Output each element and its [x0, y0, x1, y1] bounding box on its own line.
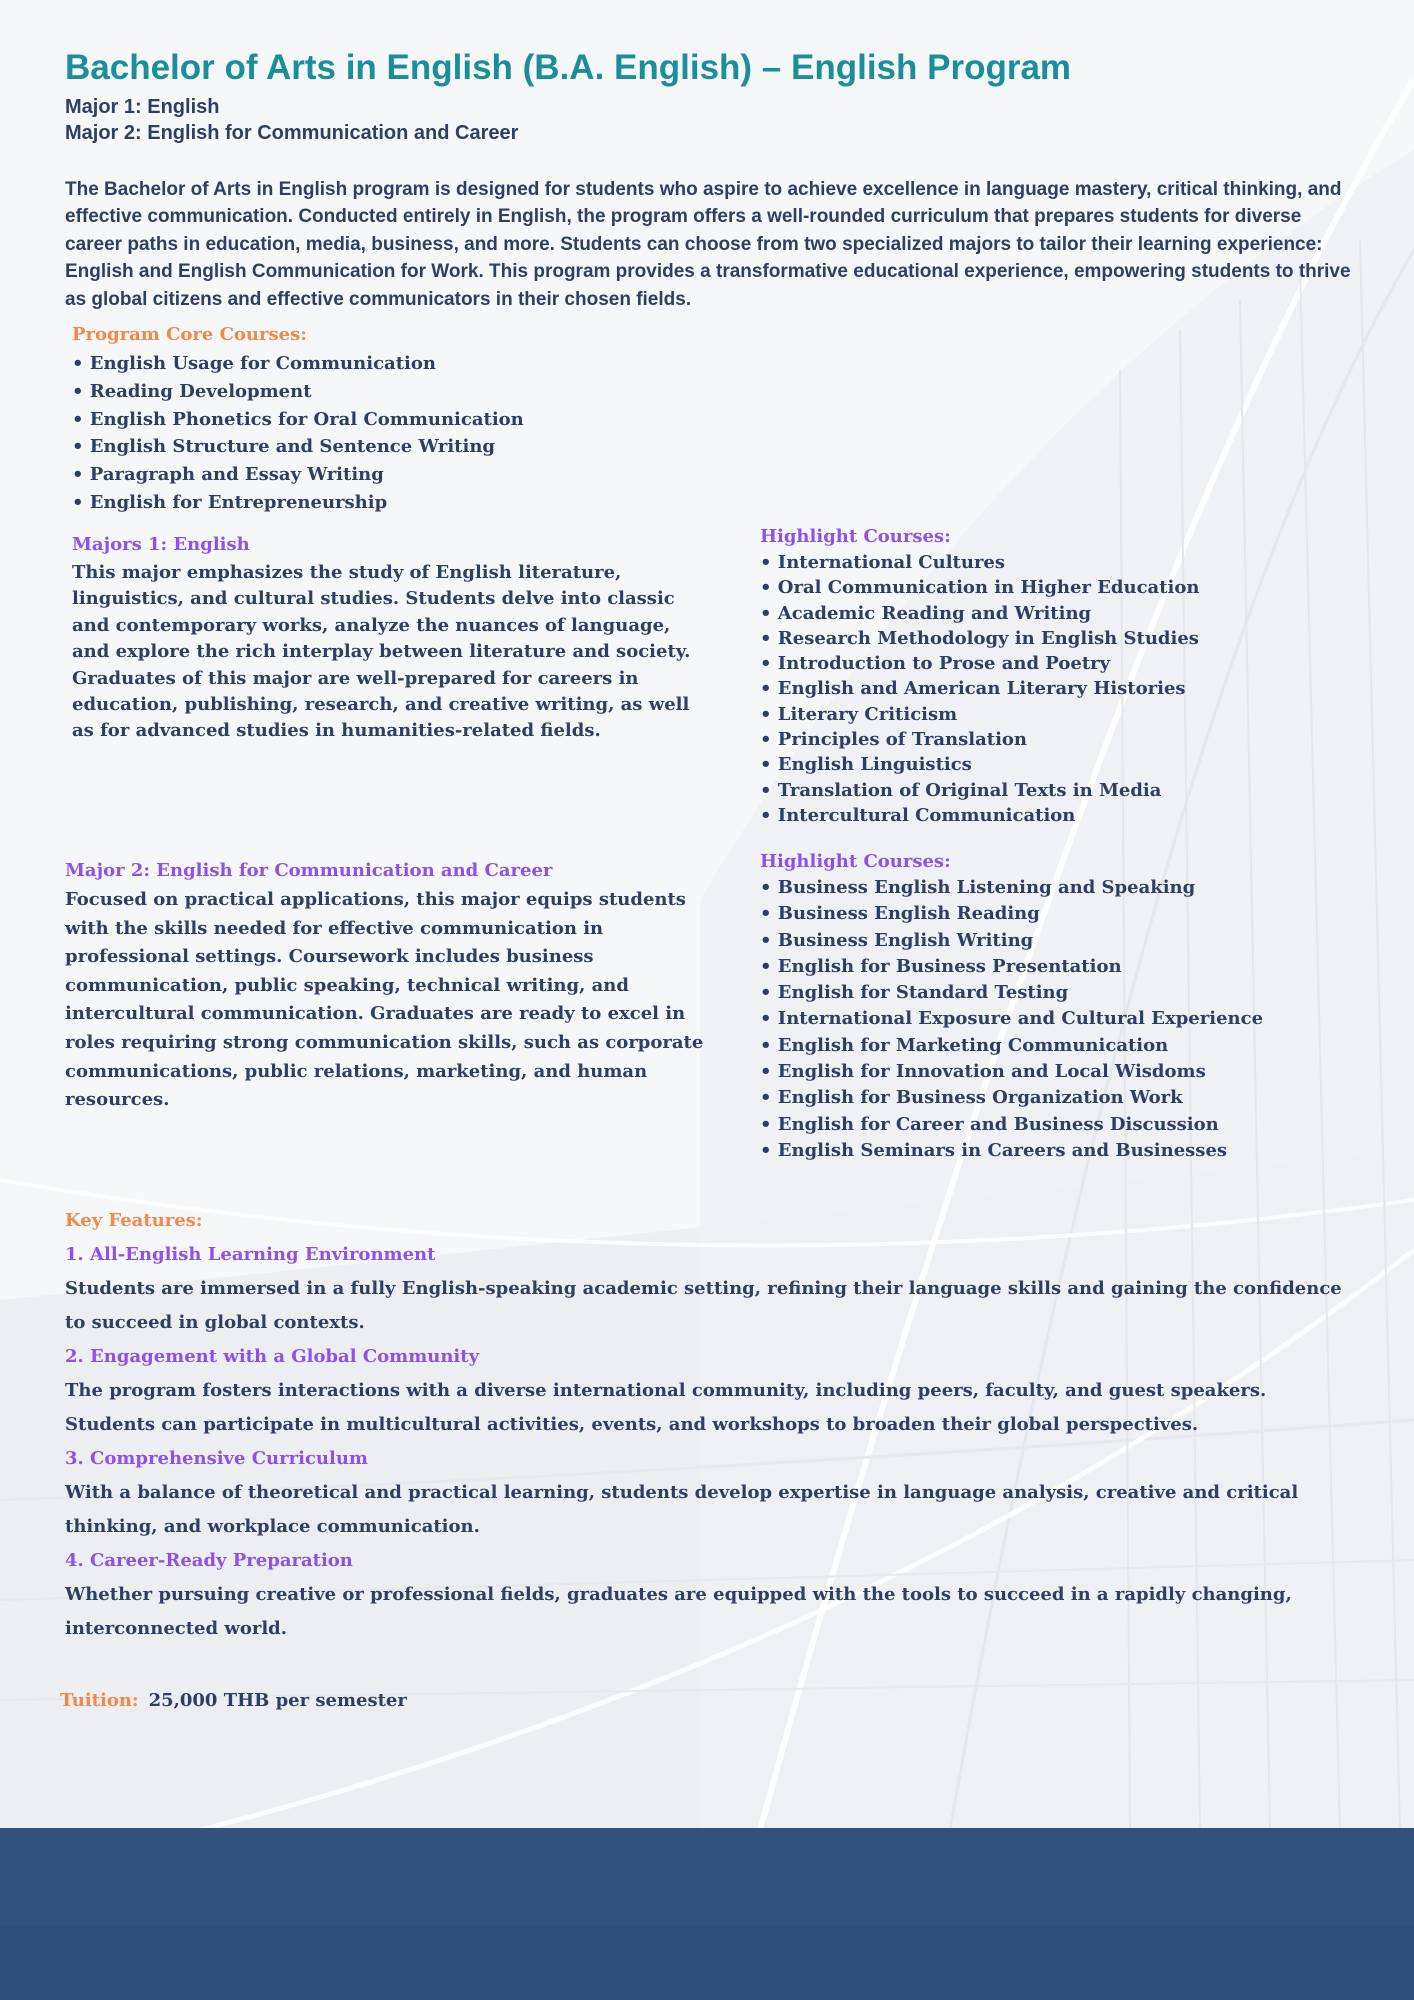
major-1-highlight-heading: Highlight Courses:	[760, 526, 951, 547]
core-courses-heading: Program Core Courses:	[72, 324, 307, 345]
list-item: • Business English Listening and Speaking	[760, 875, 1263, 901]
tuition-value: 25,000 THB per semester	[148, 1690, 407, 1711]
page-title: Bachelor of Arts in English (B.A. English) – English Program	[65, 48, 1072, 87]
list-item: • Oral Communication in Higher Education	[760, 575, 1199, 600]
footer-band	[0, 1828, 1414, 2000]
list-item: • International Cultures	[760, 550, 1199, 575]
list-item: • Introduction to Prose and Poetry	[760, 651, 1199, 676]
major-1-description: This major emphasizes the study of English literature, linguistics, and cultural studies. Students delve into classic and contemporary works, analyze the nuances of language, and explore the rich interplay between literature and society. Graduates of this major are well-prepared for careers in education, publishing, research, and creative writing, as well as for advanced studies in humanities-related fields.	[72, 562, 691, 742]
list-item: • English for Marketing Communication	[760, 1033, 1263, 1059]
feature-title: 1. All-English Learning Environment	[65, 1244, 436, 1265]
major-2-highlight-heading: Highlight Courses:	[760, 851, 951, 872]
major-2-line: Major 2: English for Communication and Career	[65, 122, 519, 144]
major-1-heading: Majors 1: English	[72, 534, 250, 555]
tuition-line	[60, 1690, 407, 1711]
major-1-highlight-list	[760, 550, 1199, 828]
list-item: • Paragraph and Essay Writing	[72, 461, 524, 489]
list-item: • Principles of Translation	[760, 727, 1199, 752]
feature-text: The program fosters interactions with a diverse international community, including peers, faculty, and guest speakers. Students can participate in multicultural activities, events, and workshops to broaden their global perspectives.	[65, 1380, 1267, 1435]
list-item: • Reading Development	[72, 378, 524, 406]
list-item: • International Exposure and Cultural Experience	[760, 1006, 1263, 1032]
core-courses-list	[72, 350, 524, 517]
feature-title: 3. Comprehensive Curriculum	[65, 1448, 368, 1469]
list-item: • English for Innovation and Local Wisdoms	[760, 1059, 1263, 1085]
list-item: • English for Entrepreneurship	[72, 489, 524, 517]
list-item: • Literary Criticism	[760, 702, 1199, 727]
key-features-section	[65, 1204, 1355, 1646]
feature-text: Students are immersed in a fully English-speaking academic setting, refining their language skills and gaining the confidence to succeed in global contexts.	[65, 1278, 1342, 1333]
list-item: • English Linguistics	[760, 752, 1199, 777]
footer-band-lower	[0, 1926, 1414, 2000]
list-item: • English and American Literary Histories	[760, 676, 1199, 701]
list-item: • Business English Reading	[760, 901, 1263, 927]
list-item: • English Phonetics for Oral Communication	[72, 406, 524, 434]
feature-text: Whether pursuing creative or professional fields, graduates are equipped with the tools to succeed in a rapidly changing, interconnected world.	[65, 1584, 1292, 1639]
feature-title: 4. Career-Ready Preparation	[65, 1550, 353, 1571]
feature-text: With a balance of theoretical and practical learning, students develop expertise in language analysis, creative and critical thinking, and workplace communication.	[65, 1482, 1299, 1537]
feature-title: 2. Engagement with a Global Community	[65, 1346, 480, 1367]
major-1-line: Major 1: English	[65, 96, 220, 118]
list-item: • English for Business Presentation	[760, 954, 1263, 980]
list-item: • English for Standard Testing	[760, 980, 1263, 1006]
list-item: • English Structure and Sentence Writing	[72, 433, 524, 461]
list-item: • English for Career and Business Discussion	[760, 1112, 1263, 1138]
tuition-label: Tuition:	[60, 1690, 139, 1711]
list-item: • Intercultural Communication	[760, 803, 1199, 828]
list-item: • English Seminars in Careers and Businesses	[760, 1138, 1263, 1164]
list-item: • English for Business Organization Work	[760, 1085, 1263, 1111]
major-2-highlight-list	[760, 875, 1263, 1164]
list-item: • English Usage for Communication	[72, 350, 524, 378]
list-item: • Translation of Original Texts in Media	[760, 778, 1199, 803]
program-intro: The Bachelor of Arts in English program is designed for students who aspire to achieve excellence in language mastery, critical thinking, and effective communication. Conducted entirely in English, the program offers a well-rounded curriculum that prepares students for diverse career paths in education, media, business, and more. Students can choose from two specialized majors to tailor their learning experience: English and English Communication for Work. This program provides a transformative educational experience, empowering students to thrive as global citizens and effective communicators in their chosen fields.	[65, 179, 1351, 310]
list-item: • Research Methodology in English Studies	[760, 626, 1199, 651]
major-2-heading: Major 2: English for Communication and Career	[65, 860, 553, 881]
major-2-description: Focused on practical applications, this major equips students with the skills needed for effective communication in professional settings. Coursework includes business communication, public speaking, technical writing, and intercultural communication. Graduates are ready to excel in roles requiring strong communication skills, such as corporate communications, public relations, marketing, and human resources.	[65, 889, 704, 1111]
list-item: • Business English Writing	[760, 928, 1263, 954]
key-features-heading: Key Features:	[65, 1210, 203, 1231]
list-item: • Academic Reading and Writing	[760, 601, 1199, 626]
